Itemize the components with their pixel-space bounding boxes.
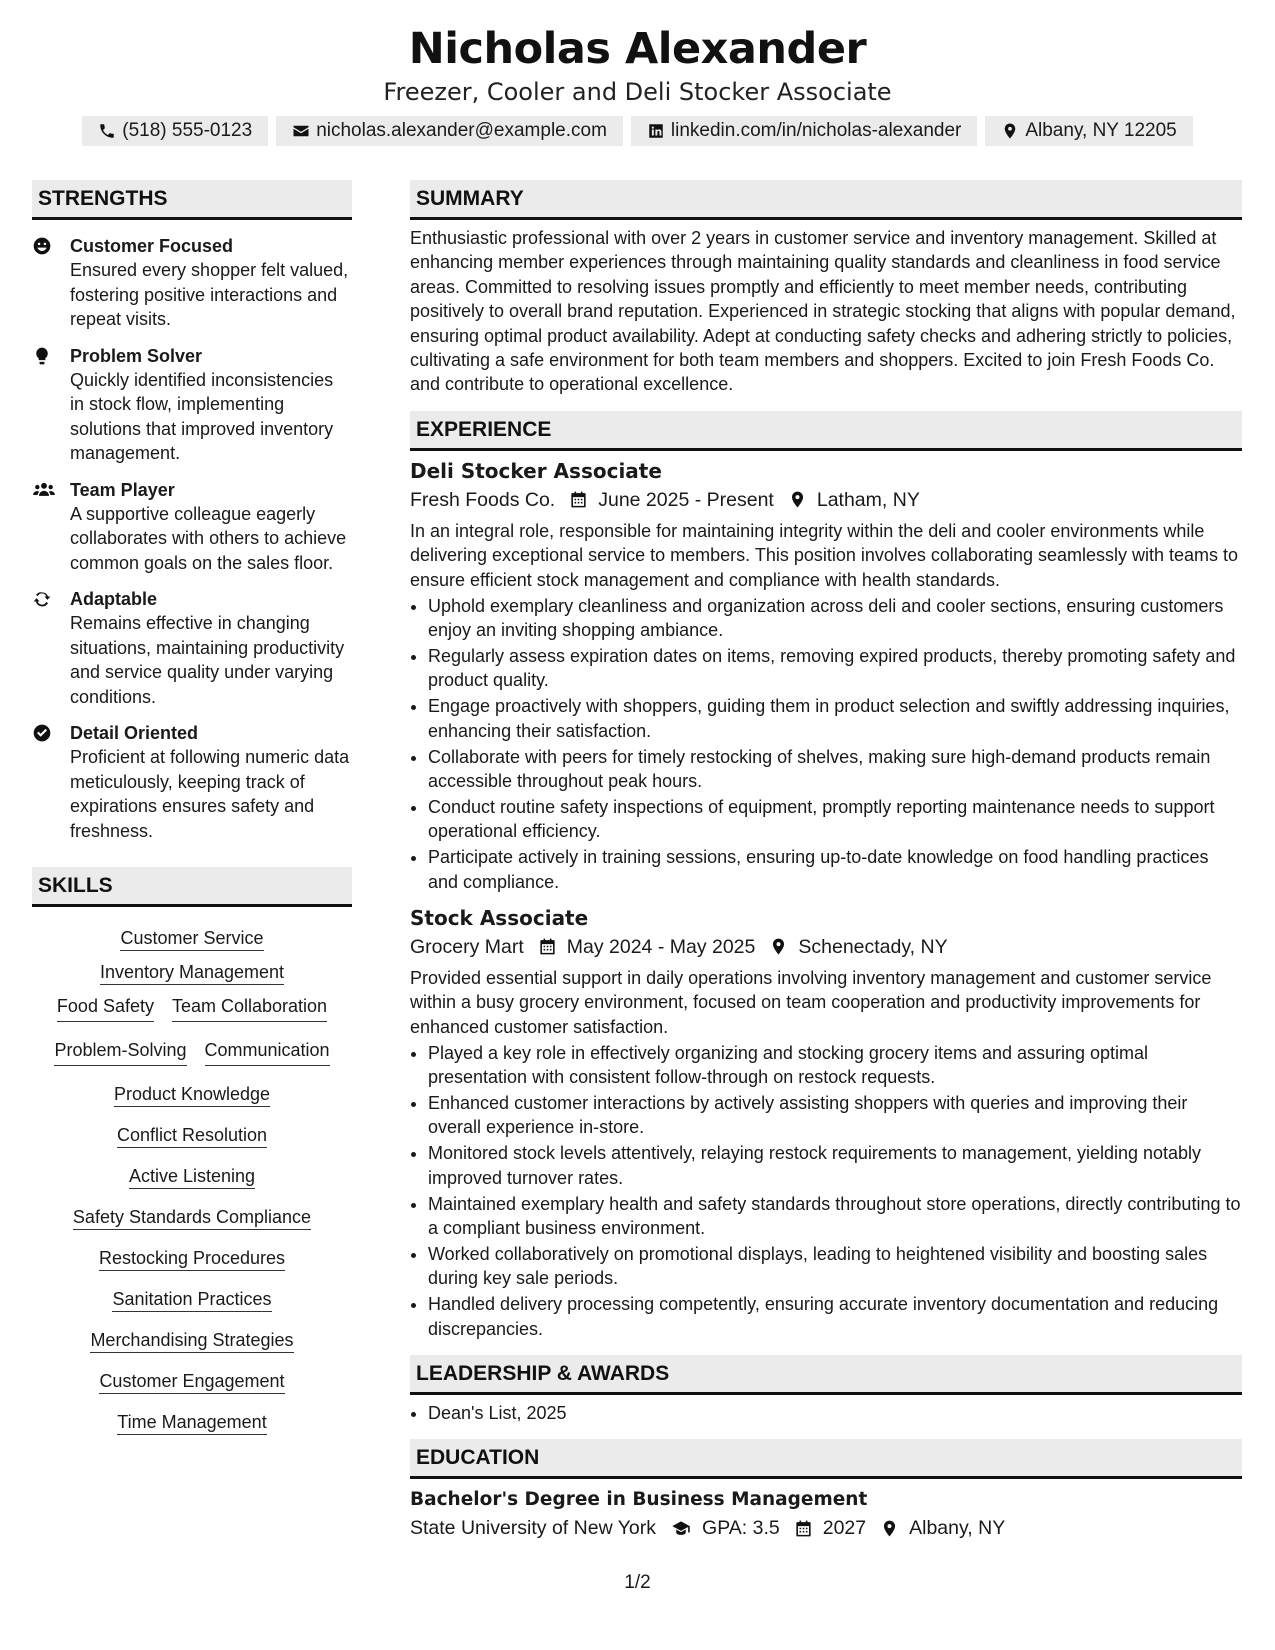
job-bullet: • Maintained exemplary health and safety standards throughout store operations, directly contributing to a compliant business environment. xyxy=(428,1192,1242,1241)
education-degree: Bachelor's Degree in Business Management xyxy=(410,1489,868,1511)
skill-tag: Inventory Management xyxy=(100,962,284,985)
strength-title: Team Player xyxy=(70,479,175,500)
contact-email[interactable] xyxy=(276,116,623,146)
contact-bar xyxy=(0,116,1275,146)
job-bullet: • Engage proactively with shoppers, guiding them in product selection and swiftly addressing inquiries, enhancing their satisfaction. xyxy=(428,694,1242,743)
skill-tag: Food Safety xyxy=(57,993,154,1022)
summary-heading: SUMMARY xyxy=(410,180,1242,220)
job-title: Deli Stocker Associate xyxy=(410,458,662,483)
strength-desc: Quickly identified inconsistencies in stock flow, implementing solutions that improved inventory management. xyxy=(70,369,334,463)
skill-tag: Merchandising Strategies xyxy=(90,1330,293,1353)
job-bullet: • Handled delivery processing competently, ensuring accurate inventory documentation and reducing discrepancies. xyxy=(428,1292,1242,1341)
job-bullet: • Uphold exemplary cleanliness and organization across deli and cooler sections, ensuring customers enjoy an inviting shopping ambiance. xyxy=(428,594,1242,643)
resume-header xyxy=(0,0,1275,146)
job-title-headline: Freezer, Cooler and Deli Stocker Associate xyxy=(383,78,892,106)
strengths-heading: STRENGTHS xyxy=(32,180,352,220)
candidate-name: Nicholas Alexander xyxy=(408,24,867,74)
job-company: Grocery Mart xyxy=(410,935,524,958)
job-bullet: • Collaborate with peers for timely restocking of shelves, making sure high-demand products remain accessible throughout peak hours. xyxy=(428,745,1242,794)
envelope-icon xyxy=(292,122,310,140)
education-heading: EDUCATION xyxy=(410,1439,1242,1479)
contact-location xyxy=(985,116,1192,146)
page-number: 1/2 xyxy=(624,1572,651,1593)
strength-item xyxy=(32,721,352,843)
check-circle-icon xyxy=(32,723,52,743)
graduation-cap-icon xyxy=(670,1519,692,1538)
users-icon xyxy=(32,480,56,500)
strength-desc: Remains effective in changing situations, maintaining productivity and service quality under varying conditions. xyxy=(70,613,345,707)
job-entry xyxy=(410,904,1242,1341)
job-title: Stock Associate xyxy=(410,905,589,930)
job-meta xyxy=(410,932,1242,962)
contact-phone[interactable] xyxy=(82,116,268,146)
contact-phone-text: (518) 555-0123 xyxy=(122,120,253,141)
calendar-icon xyxy=(569,490,588,509)
job-meta xyxy=(410,485,1242,515)
job-bullet: • Conduct routine safety inspections of equipment, promptly reporting maintenance needs to support operational efficiency. xyxy=(428,795,1242,844)
job-bullet: • Played a key role in effectively organizing and stocking grocery items and assuring optimal presentation with consistent follow-through on restock requests. xyxy=(428,1041,1242,1090)
skills-heading: SKILLS xyxy=(32,867,352,907)
strength-item xyxy=(32,587,352,709)
skill-tag: Restocking Procedures xyxy=(99,1248,285,1271)
job-location: Schenectady, NY xyxy=(798,935,948,958)
job-dates: May 2024 - May 2025 xyxy=(566,935,756,958)
strength-title: Problem Solver xyxy=(70,345,203,366)
skill-tag: Team Collaboration xyxy=(172,993,327,1022)
strength-title: Customer Focused xyxy=(70,236,234,256)
skill-tag: Customer Engagement xyxy=(99,1371,284,1394)
skill-tag: Active Listening xyxy=(129,1166,255,1189)
skill-tag: Sanitation Practices xyxy=(112,1289,271,1312)
job-bullets xyxy=(410,594,1242,894)
strength-title: Detail Oriented xyxy=(70,723,199,743)
job-bullet: • Worked collaboratively on promotional displays, leading to heightened visibility and boosting sales during key sale periods. xyxy=(428,1242,1242,1291)
refresh-icon xyxy=(32,589,52,609)
contact-email-text: nicholas.alexander@example.com xyxy=(316,120,607,141)
education-year: 2027 xyxy=(822,1517,867,1540)
education-entry xyxy=(410,1487,1242,1543)
strengths-list xyxy=(32,234,352,843)
strength-desc: A supportive colleague eagerly collaborates with others to achieve common goals on the sales floor. xyxy=(70,503,347,573)
job-dates: June 2025 - Present xyxy=(598,488,774,511)
right-column xyxy=(410,180,1242,1543)
skill-tag: Customer Service xyxy=(120,928,263,951)
contact-linkedin-text: linkedin.com/in/nicholas-alexander xyxy=(670,120,962,141)
calendar-icon xyxy=(538,937,557,956)
lightbulb-icon xyxy=(32,346,52,366)
strength-desc: Proficient at following numeric data meticulously, keeping track of expirations ensures safety and freshness. xyxy=(70,747,350,841)
phone-icon xyxy=(98,122,116,140)
strength-title: Adaptable xyxy=(70,589,158,609)
strength-item xyxy=(32,234,352,332)
job-description: In an integral role, responsible for maintaining integrity within the deli and cooler environments while delivering exceptional service to members. This position involves collaborating seamlessly with teams to ensure efficient stock management and compliance with health standards. xyxy=(410,520,1239,590)
skill-tag: Safety Standards Compliance xyxy=(73,1207,311,1230)
contact-linkedin[interactable] xyxy=(631,116,977,146)
job-location: Latham, NY xyxy=(816,488,920,511)
contact-location-text: Albany, NY 12205 xyxy=(1025,120,1177,141)
skill-tag: Conflict Resolution xyxy=(117,1125,267,1148)
map-pin-icon xyxy=(880,1519,899,1538)
skill-tag: Product Knowledge xyxy=(114,1084,270,1107)
summary-text: Enthusiastic professional with over 2 years in customer service and inventory management. Skilled at enhancing member experiences through maintaining quality standards and cleanliness in food service areas. Committed to resolving issues promptly and efficiently to meet member needs, contributing positively to overall brand reputation. Experienced in strategic stocking that aligns with popular demand, ensuring optimal product availability. Adept at conducting safety checks and adhering strictly to policies, cultivating a safe environment for both team members and shoppers. Excited to join Fresh Foods Co. and contribute to operational excellence. xyxy=(410,228,1236,395)
calendar-icon xyxy=(794,1519,813,1538)
map-pin-icon xyxy=(769,937,788,956)
skills-list xyxy=(32,917,352,1442)
strength-item xyxy=(32,478,352,576)
skill-tag: Communication xyxy=(205,1037,330,1066)
job-bullet: • Monitored stock levels attentively, relaying restock requirements to management, yielding notably improved turnover rates. xyxy=(428,1141,1242,1190)
left-column xyxy=(32,180,352,1543)
skill-tag: Time Management xyxy=(117,1412,266,1435)
map-pin-icon xyxy=(788,490,807,509)
job-entry xyxy=(410,457,1242,894)
awards-heading: LEADERSHIP & AWARDS xyxy=(410,1355,1242,1395)
job-bullet: • Regularly assess expiration dates on items, removing expired products, thereby promoting safety and product quality. xyxy=(428,644,1242,693)
linkedin-icon xyxy=(647,122,665,140)
education-school: State University of New York xyxy=(410,1517,657,1540)
education-location: Albany, NY xyxy=(909,1517,1006,1540)
map-pin-icon xyxy=(1001,122,1019,140)
award-item: • Dean's List, 2025 xyxy=(428,1401,1242,1425)
smile-icon xyxy=(32,236,52,256)
awards-list xyxy=(410,1401,1242,1425)
skill-tag: Problem-Solving xyxy=(54,1037,186,1066)
education-meta xyxy=(410,1513,1242,1543)
strength-desc: Ensured every shopper felt valued, fostering positive interactions and repeat visits. xyxy=(70,260,349,329)
job-bullets xyxy=(410,1041,1242,1341)
job-bullet: • Enhanced customer interactions by actively assisting shoppers with queries and improving their overall experience in-store. xyxy=(428,1091,1242,1140)
job-company: Fresh Foods Co. xyxy=(410,488,556,511)
job-bullet: • Participate actively in training sessions, ensuring up-to-date knowledge on food handling practices and compliance. xyxy=(428,845,1242,894)
job-description: Provided essential support in daily operations involving inventory management and customer service within a busy grocery environment, focused on team cooperation and productivity improvements for enhanced customer satisfaction. xyxy=(410,967,1212,1037)
strength-item xyxy=(32,344,352,466)
education-gpa: GPA: 3.5 xyxy=(702,1517,780,1540)
experience-heading: EXPERIENCE xyxy=(410,411,1242,451)
